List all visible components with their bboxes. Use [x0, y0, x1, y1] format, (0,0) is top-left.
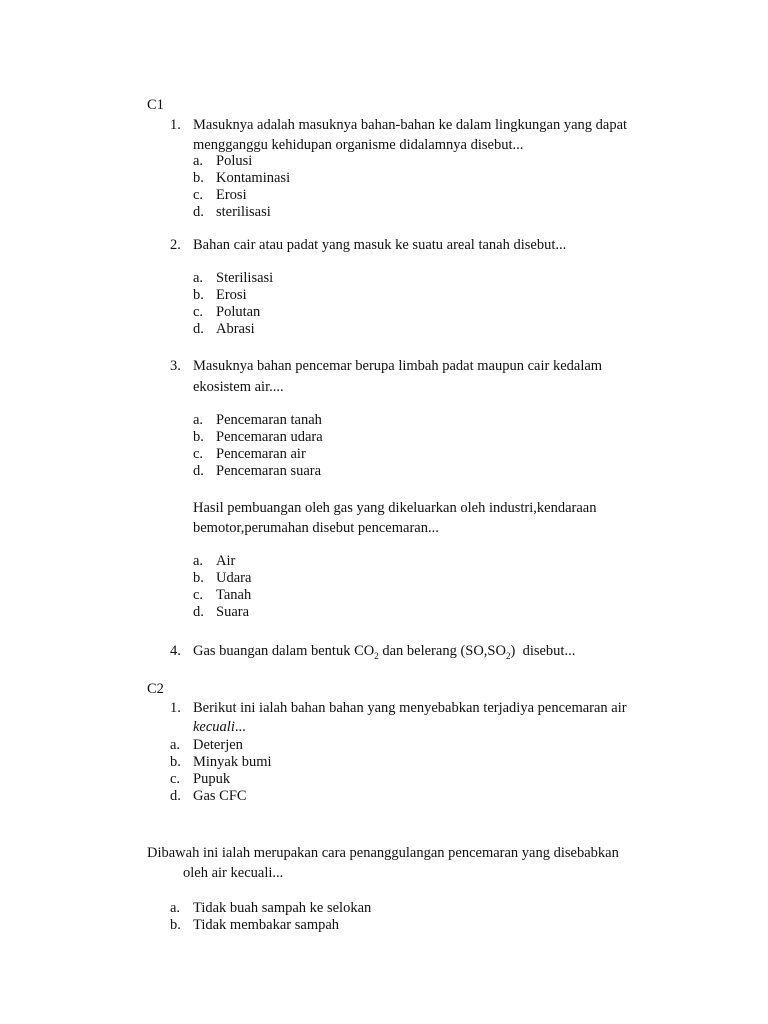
- option-letter: a.: [193, 553, 204, 569]
- option-letter: b.: [193, 287, 204, 303]
- option-text: Tidak membakar sampah: [193, 917, 340, 933]
- option-letter: d.: [193, 321, 204, 337]
- option-letter: b.: [170, 754, 181, 770]
- subscript: 2: [505, 650, 511, 661]
- option-letter: b.: [193, 570, 204, 586]
- question-text: Masuknya bahan pencemar berupa limbah padat maupun cair kedalam: [193, 358, 603, 374]
- option-text: Air: [216, 553, 236, 569]
- option-text: Pencemaran suara: [216, 463, 322, 479]
- question-text: Berikut ini ialah bahan bahan yang menyebabkan terjadiya pencemaran air: [193, 700, 627, 716]
- option-letter: c.: [193, 187, 204, 203]
- question-text: bemotor,perumahan disebut pencemaran...: [193, 520, 439, 536]
- italic-text: kecuali: [193, 719, 235, 735]
- question-text: ekosistem air....: [193, 379, 284, 395]
- option-text: Abrasi: [216, 321, 255, 337]
- option-letter: a.: [170, 900, 181, 916]
- option-letter: a.: [170, 737, 181, 753]
- option-letter: a.: [193, 270, 204, 286]
- option-letter: c.: [170, 771, 181, 787]
- question-text-part: dan belerang (SO,SO: [378, 643, 506, 659]
- option-letter: d.: [193, 463, 204, 479]
- question-text: mengganggu kehidupan organisme didalamnya disebut...: [193, 137, 524, 153]
- option-text: Deterjen: [193, 737, 243, 753]
- option-text: Polusi: [216, 153, 253, 169]
- option-letter: c.: [193, 446, 204, 462]
- option-text: Kontaminasi: [216, 170, 291, 186]
- question-number: 3.: [170, 358, 181, 374]
- option-letter: a.: [193, 412, 204, 428]
- question-text: Bahan cair atau padat yang masuk ke suatu areal tanah disebut...: [193, 237, 567, 253]
- option-text: Tidak buah sampah ke selokan: [193, 900, 372, 916]
- question-number: 2.: [170, 237, 181, 253]
- option-letter: d.: [170, 788, 181, 804]
- question-text: [193, 718, 246, 736]
- option-text: Pencemaran udara: [216, 429, 323, 445]
- option-text: Tanah: [216, 587, 252, 603]
- option-text: Sterilisasi: [216, 270, 274, 286]
- option-text: Polutan: [216, 304, 261, 320]
- option-text: Erosi: [216, 187, 247, 203]
- option-letter: b.: [193, 170, 204, 186]
- option-letter: a.: [193, 153, 204, 169]
- question-text-part: Gas buangan dalam bentuk CO: [193, 643, 375, 659]
- question-text-part: ) disebut...: [510, 643, 576, 659]
- option-text: Udara: [216, 570, 252, 586]
- option-text: Pencemaran air: [216, 446, 306, 462]
- question-number: 4.: [170, 643, 181, 659]
- option-text: Erosi: [216, 287, 247, 303]
- option-text: sterilisasi: [216, 204, 271, 220]
- option-letter: c.: [193, 587, 204, 603]
- question-text: Hasil pembuangan oleh gas yang dikeluarkan oleh industri,kendaraan: [193, 500, 597, 516]
- question-text-part: ...: [234, 719, 246, 735]
- option-text: Pencemaran tanah: [216, 412, 322, 428]
- question-text: Masuknya adalah masuknya bahan-bahan ke dalam lingkungan yang dapat: [193, 117, 628, 133]
- question-text: oleh air kecuali...: [183, 865, 284, 881]
- option-text: Suara: [216, 604, 250, 620]
- option-letter: d.: [193, 204, 204, 220]
- option-letter: b.: [170, 917, 181, 933]
- option-text: Minyak bumi: [193, 754, 272, 770]
- question-number: 1.: [170, 700, 181, 716]
- section-heading-c1: C1: [147, 97, 164, 113]
- section-heading-c2: C2: [147, 681, 164, 697]
- question-text: Dibawah ini ialah merupakan cara penanggulangan pencemaran yang disebabkan: [147, 845, 619, 861]
- option-text: Gas CFC: [193, 788, 247, 804]
- subscript: 2: [374, 650, 379, 661]
- option-letter: d.: [193, 604, 204, 620]
- option-letter: b.: [193, 429, 204, 445]
- option-letter: c.: [193, 304, 204, 320]
- question-number: 1.: [170, 117, 181, 133]
- option-text: Pupuk: [193, 771, 231, 787]
- question-text: [193, 642, 575, 665]
